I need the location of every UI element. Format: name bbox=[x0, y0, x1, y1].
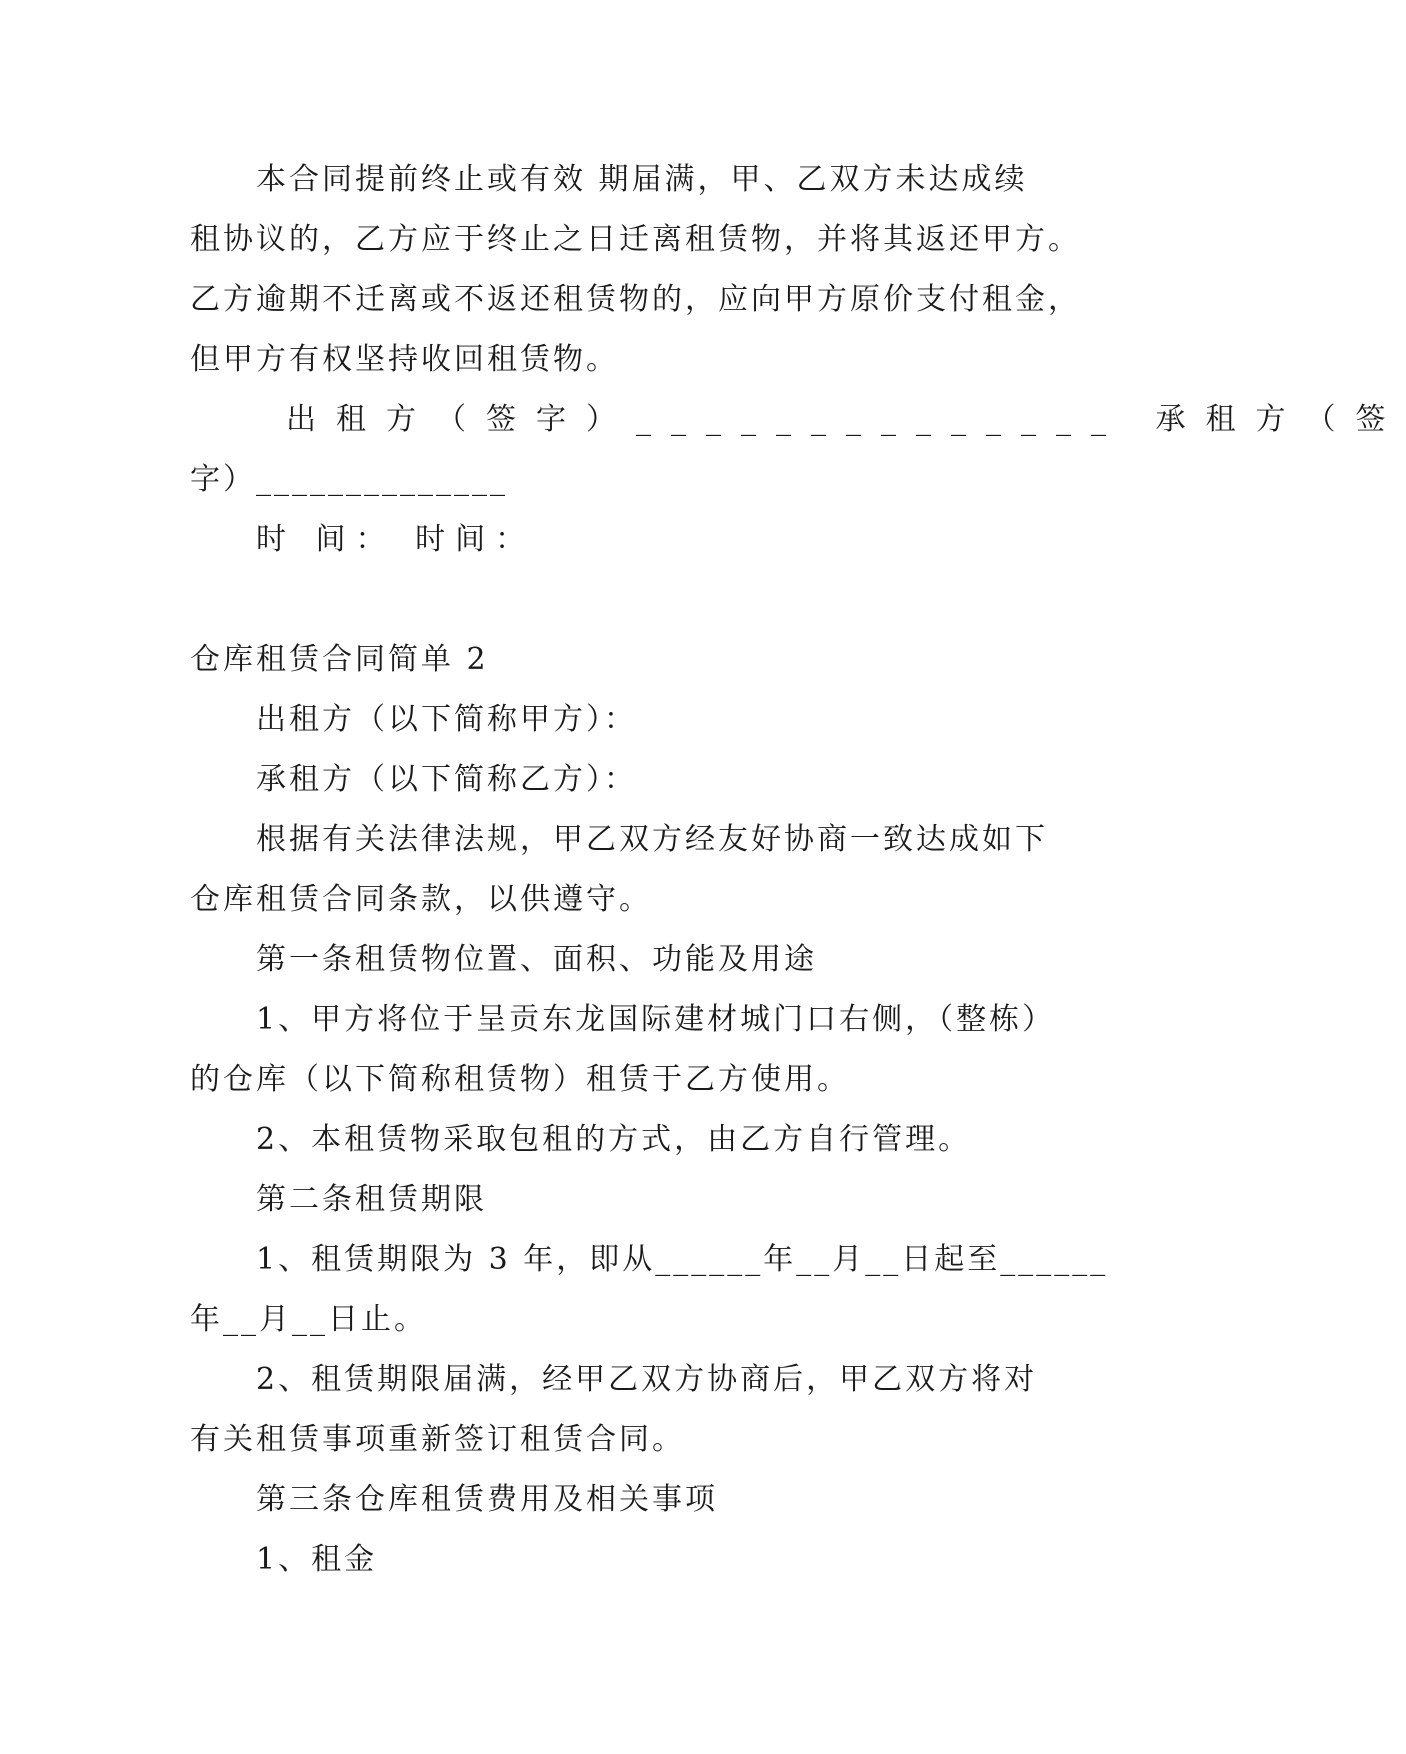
signature-line-lessee: 字）______________ bbox=[190, 462, 508, 497]
clause-line: 1、租赁期限为 3 年，即从______年__月__日起至______ bbox=[256, 1242, 1109, 1277]
paragraph-line: 乙方逾期不迁离或不返还租赁物的，应向甲方原价支付租金， bbox=[190, 282, 1081, 317]
section-title: 仓库租赁合同简单 2 bbox=[190, 642, 489, 677]
clause-line: 年__月__日止。 bbox=[190, 1302, 427, 1337]
clause-line: 2、本租赁物采取包租的方式，由乙方自行管理。 bbox=[256, 1122, 972, 1157]
paragraph-line: 本合同提前终止或有效 期届满，甲、乙双方未达成续 bbox=[256, 162, 1028, 197]
paragraph-line: 但甲方有权坚持收回租赁物。 bbox=[190, 342, 619, 377]
clause-line: 1、甲方将位于呈贡东龙国际建材城门口右侧，（整栋） bbox=[256, 1002, 1056, 1037]
clause-line: 的仓库（以下简称租赁物）租赁于乙方使用。 bbox=[190, 1062, 850, 1097]
clause-line: 2、租赁期限届满，经甲乙双方协商后，甲乙双方将对 bbox=[256, 1362, 1038, 1397]
signature-line-lessor: 出租方（签字）______________ 承租方（签 bbox=[286, 402, 1406, 437]
article-heading: 第一条租赁物位置、面积、功能及用途 bbox=[256, 942, 817, 977]
paragraph-line: 根据有关法律法规，甲乙双方经友好协商一致达成如下 bbox=[256, 822, 1048, 857]
article-heading: 第三条仓库租赁费用及相关事项 bbox=[256, 1482, 718, 1517]
clause-line: 有关租赁事项重新签订租赁合同。 bbox=[190, 1422, 685, 1457]
document-page bbox=[190, 150, 1406, 1590]
party-lessor: 出租方（以下简称甲方）： bbox=[256, 702, 637, 737]
spacer bbox=[190, 570, 1090, 630]
time-line: 时 间： 时间： bbox=[256, 522, 536, 557]
clause-line: 1、租金 bbox=[256, 1542, 378, 1577]
party-lessee: 承租方（以下简称乙方）： bbox=[256, 762, 637, 797]
paragraph-line: 租协议的，乙方应于终止之日迁离租赁物，并将其返还甲方。 bbox=[190, 222, 1081, 257]
article-heading: 第二条租赁期限 bbox=[256, 1182, 487, 1217]
paragraph-line: 仓库租赁合同条款，以供遵守。 bbox=[190, 882, 652, 917]
